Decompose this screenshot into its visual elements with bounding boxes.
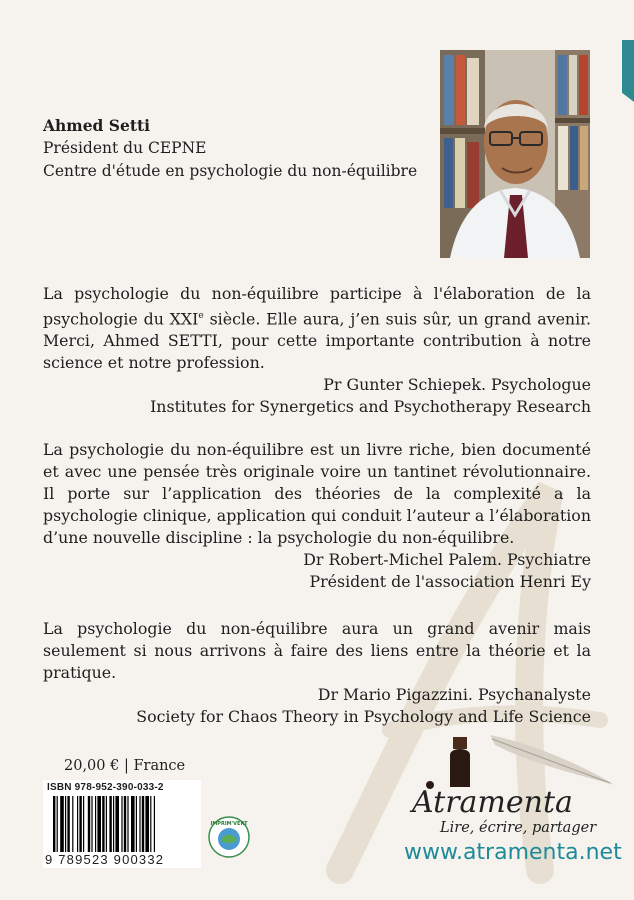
barcode-bar (65, 796, 66, 852)
barcode-bar (154, 796, 155, 852)
author-photo (440, 50, 590, 258)
quote-1-attribution-org: Institutes for Synergetics and Psychotherapy Research (150, 397, 591, 417)
publisher-name: Atramenta (412, 785, 573, 820)
barcode-bar (97, 796, 101, 852)
barcode-bar (60, 796, 64, 852)
quote-1-text: La psychologie du non-équilibre participe à l'élaboration de la psychologie du XXIe siècle. Elle aura, j’en suis sûr, un grand avenir. Merci, Ahmed SETTI, pour cette importante contribution à notre science et notre profession. (43, 284, 591, 373)
barcode-bar (145, 796, 149, 852)
barcode-bars (47, 796, 197, 854)
barcode-bar (57, 796, 58, 852)
endorsement-quote-1 (43, 283, 591, 418)
quote-2-attribution-name: Dr Robert-Michel Palem. Psychiatre (303, 550, 591, 569)
quote-3-text: La psychologie du non-équilibre aura un grand avenir mais seulement si nous arrivons à faire des liens entre la théorie et la pratique. (43, 619, 591, 682)
barcode-bar (113, 796, 114, 852)
barcode-bar (83, 796, 84, 852)
barcode-bar (124, 796, 126, 852)
barcode-bar (109, 796, 111, 852)
price-label: 20,00 € | France (64, 758, 186, 774)
barcode-bar (72, 796, 73, 852)
barcode-bar (121, 796, 122, 852)
barcode-bar (142, 796, 144, 852)
imprim-vert-seal (208, 816, 250, 858)
barcode-bar (106, 796, 107, 852)
author-block (43, 114, 417, 183)
barcode-bar (53, 796, 55, 852)
author-org: Centre d'étude en psychologie du non-équilibre (43, 162, 418, 180)
cover-edge-tab (622, 40, 634, 102)
barcode-bar (115, 796, 119, 852)
barcode-bar (127, 796, 128, 852)
imprim-vert-seal-text: IMPRIM'VERT (210, 821, 248, 827)
barcode-digits: 9 789523 900332 (45, 852, 165, 867)
barcode-bar (136, 796, 137, 852)
quote-3-attribution-name: Dr Mario Pigazzini. Psychanalyste (317, 685, 591, 704)
barcode-bar (88, 796, 90, 852)
publisher-url-link[interactable]: www.atramenta.net (404, 840, 622, 865)
quote-2-text: La psychologie du non-équilibre est un livre riche, bien documenté et avec une pensée très originale voire un tantinet révolutionnaire. Il porte sur l’application des théories de la complexité a la psychologie clinique, application qui conduit l’auteur a l’élaboration d’une nouvelle discipline : la psychologie du non-équilibre. (43, 440, 591, 547)
author-name: Ahmed Setti (43, 116, 151, 135)
barcode-bar (95, 796, 96, 852)
barcode-bar (150, 796, 151, 852)
barcode-bar (67, 796, 69, 852)
barcode-bar (79, 796, 81, 852)
barcode-bar (131, 796, 135, 852)
quote-3-attribution-org: Society for Chaos Theory in Psychology and Life Science (136, 707, 591, 726)
author-title: Président du CEPNE (43, 139, 207, 157)
quote-1-attribution-name: Pr Gunter Schiepek. Psychologue (323, 375, 591, 395)
barcode-bar (102, 796, 104, 852)
publisher-tagline: Lire, écrire, partager (440, 820, 597, 836)
endorsement-quote-2 (43, 439, 591, 593)
isbn-number: ISBN 978-952-390-033-2 (47, 782, 164, 793)
barcode-bar (139, 796, 140, 852)
publisher-block (400, 725, 620, 875)
endorsement-quote-3 (43, 618, 591, 728)
barcode-bar (77, 796, 78, 852)
quote-2-attribution-org: Président de l'association Henri Ey (309, 572, 591, 591)
isbn-barcode (43, 780, 201, 868)
barcode-bar (91, 796, 92, 852)
